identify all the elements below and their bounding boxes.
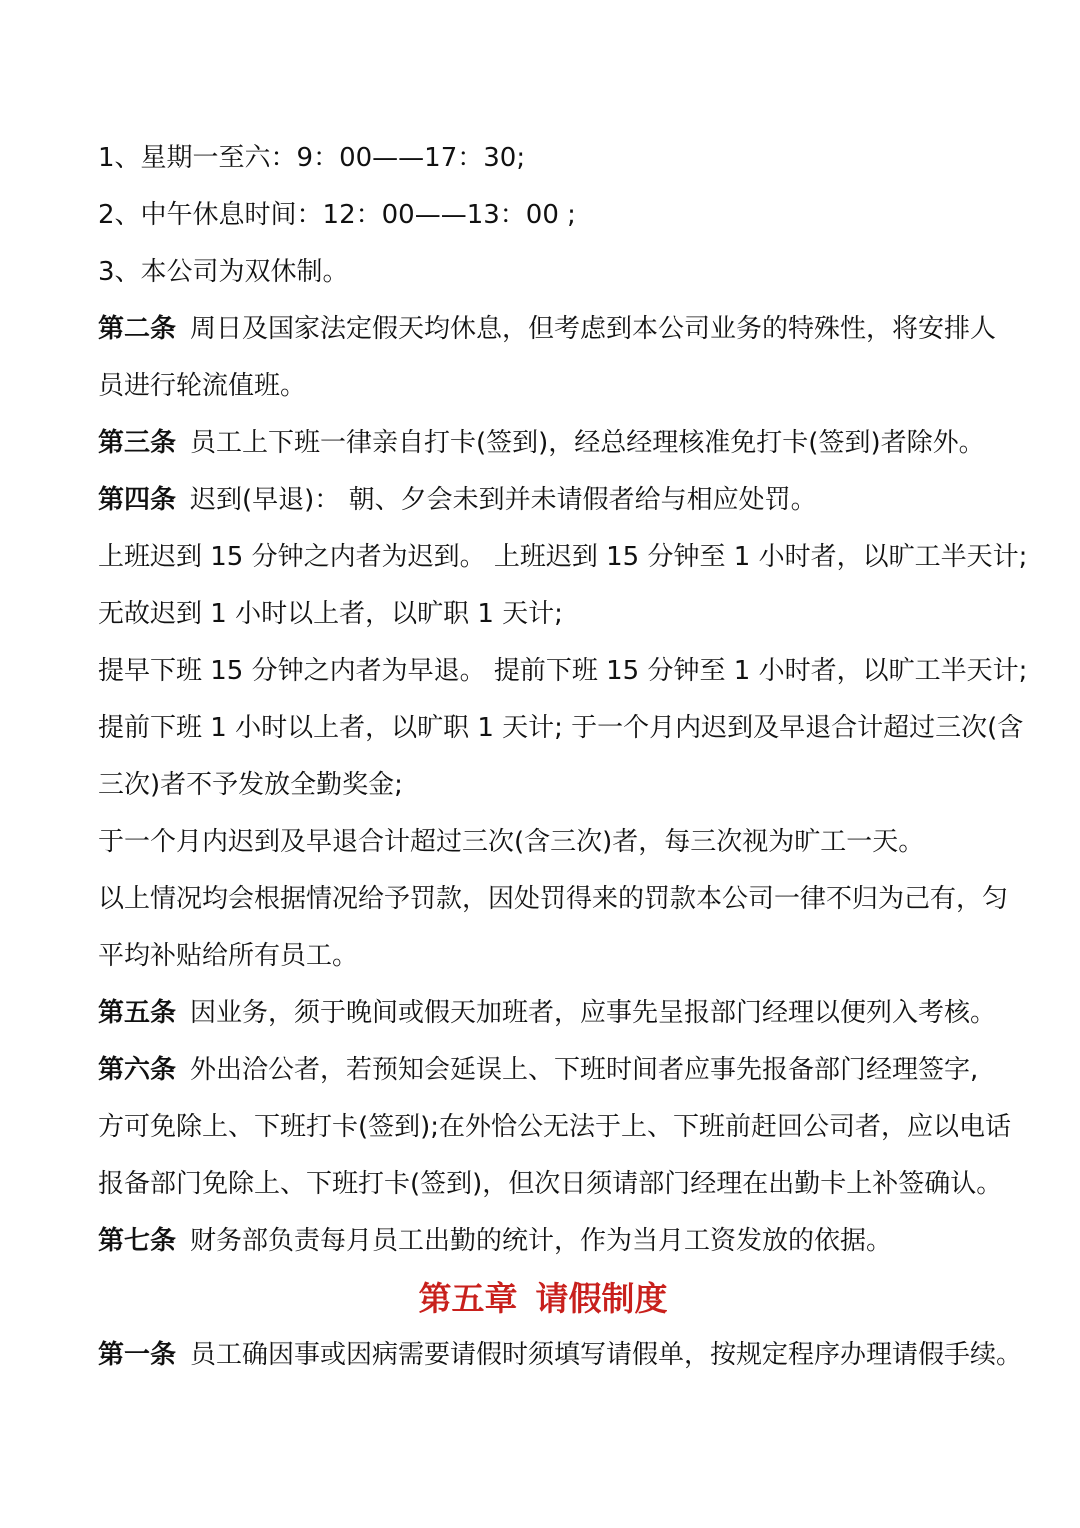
article-text: 因业务，须于晚间或假天加班者，应事先呈报部门经理以便列入考核。 [190, 998, 997, 1028]
article-label: 第七条 [98, 1226, 177, 1256]
article-label: 第六条 [98, 1055, 177, 1085]
article-text: 外出洽公者，若预知会延误上、下班时间者应事先报备部门经理签字, [190, 1055, 979, 1085]
article-6 [98, 1042, 988, 1099]
article-label: 第三条 [98, 428, 177, 458]
article-label: 第四条 [98, 485, 177, 515]
article-6-continued: 方可免除上、下班打卡(签到);在外恰公无法于上、下班前赶回公司者，应以电话 [98, 1112, 1012, 1142]
article-5 [98, 985, 997, 1042]
paragraph-line: 提前下班 1 小时以上者，以旷职 1 天计; 于一个月内迟到及早退合计超过三次(含 [98, 713, 1024, 743]
article-4 [98, 472, 988, 529]
article-label: 第二条 [98, 314, 177, 344]
article-text: 迟到(早退)： 朝、夕会未到并未请假者给与相应处罚。 [190, 485, 817, 515]
paragraph-line: 以上情况均会根据情况给予罚款，因处罚得来的罚款本公司一律不归为己有，匀 [98, 884, 1009, 914]
article-6-continued: 报备部门免除上、下班打卡(签到)，但次日须请部门经理在出勤卡上补签确认。 [98, 1169, 1003, 1199]
article-2 [98, 301, 997, 358]
chapter-heading [98, 1270, 988, 1327]
document-page [98, 130, 1028, 1384]
paragraph-line: 三次)者不予发放全勤奖金; [98, 770, 403, 800]
article-3 [98, 415, 988, 472]
schedule-item-3: 3、本公司为双休制。 [98, 257, 349, 287]
chapter-5-article-1 [98, 1327, 1023, 1384]
paragraph-line: 上班迟到 15 分钟之内者为迟到。 上班迟到 15 分钟至 1 小时者，以旷工半天计; [98, 542, 1028, 572]
article-2-continued: 员进行轮流值班。 [98, 371, 307, 401]
paragraph-line: 于一个月内迟到及早退合计超过三次(含三次)者，每三次视为旷工一天。 [98, 827, 925, 857]
article-label: 第一条 [98, 1340, 177, 1370]
chapter-title: 请假制度 [535, 1279, 668, 1318]
paragraph-line: 无故迟到 1 小时以上者，以旷职 1 天计; [98, 599, 563, 629]
schedule-item-2: 2、中午休息时间：12：00——13：00 ; [98, 200, 576, 230]
article-text: 财务部负责每月员工出勤的统计，作为当月工资发放的依据。 [190, 1226, 893, 1256]
article-label: 第五条 [98, 998, 177, 1028]
paragraph-line: 提早下班 15 分钟之内者为早退。 提前下班 15 分钟至 1 小时者，以旷工半天计; [98, 656, 1028, 686]
article-7 [98, 1213, 988, 1270]
article-text: 员工上下班一律亲自打卡(签到)，经总经理核准免打卡(签到)者除外。 [190, 428, 985, 458]
schedule-item-1: 1、星期一至六：9：00——17：30; [98, 143, 526, 173]
article-text: 员工确因事或因病需要请假时须填写请假单，按规定程序办理请假手续。 [190, 1340, 1023, 1370]
chapter-number: 第五章 [418, 1279, 518, 1318]
article-text: 周日及国家法定假天均休息，但考虑到本公司业务的特殊性，将安排人 [190, 314, 997, 344]
paragraph-line: 平均补贴给所有员工。 [98, 941, 359, 971]
